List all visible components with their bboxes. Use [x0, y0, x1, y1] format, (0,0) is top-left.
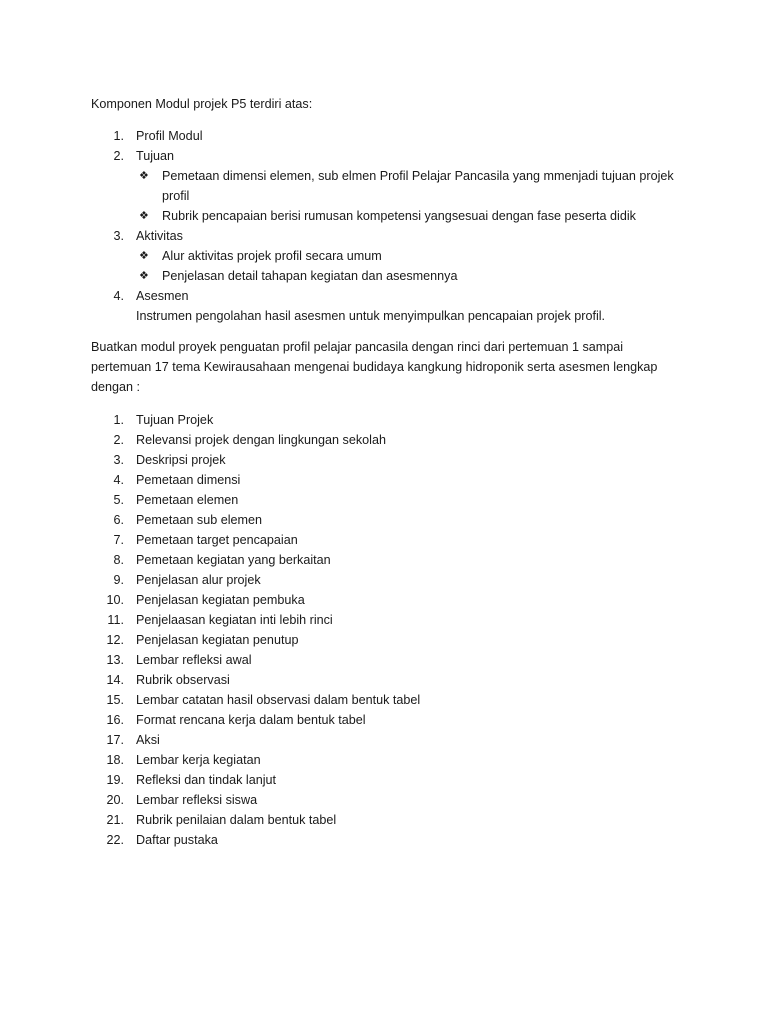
requirement-item — [0, 410, 768, 430]
requirement-item — [0, 730, 768, 750]
item-note: Instrumen pengolahan hasil asesmen untuk menyimpulkan pencapaian projek profil. — [136, 309, 606, 323]
requirement-item — [0, 490, 768, 510]
item-number: 10. — [106, 593, 124, 607]
item-label: Penjelasan alur projek — [136, 573, 261, 587]
diamond-bullet-icon: ❖ — [139, 269, 149, 282]
item-label: Daftar pustaka — [136, 833, 218, 847]
requirement-item — [0, 590, 768, 610]
diamond-bullet-icon: ❖ — [139, 249, 149, 262]
item-label: Lembar refleksi siswa — [136, 793, 258, 807]
item-number: 17. — [106, 733, 124, 747]
item-label: Pemetaan dimensi — [136, 473, 241, 487]
item-number: 4. — [113, 289, 124, 303]
item-label: Penjelasan kegiatan penutup — [136, 633, 299, 647]
bullet-list — [136, 246, 768, 286]
item-number: 22. — [106, 833, 124, 847]
requirement-item — [0, 650, 768, 670]
item-label: Deskripsi projek — [136, 453, 226, 467]
bullet-item — [0, 266, 682, 286]
intro-text: Komponen Modul projek P5 terdiri atas: — [91, 97, 313, 111]
item-label: Penjelasan kegiatan pembuka — [136, 593, 305, 607]
requirement-item — [0, 830, 768, 850]
bullet-text: Rubrik pencapaian berisi rumusan kompetensi yangsesuai dengan fase peserta didik — [162, 209, 636, 223]
item-label: Asesmen — [136, 289, 189, 303]
requirement-item — [0, 510, 768, 530]
requirement-item — [0, 530, 768, 550]
item-number: 5. — [113, 493, 124, 507]
item-number: 3. — [113, 229, 124, 243]
item-number: 6. — [113, 513, 124, 527]
component-item — [0, 286, 768, 326]
item-label: Aktivitas — [136, 229, 183, 243]
requirement-item — [0, 750, 768, 770]
component-list — [0, 126, 768, 326]
item-number: 1. — [113, 129, 124, 143]
item-label: Lembar catatan hasil observasi dalam bentuk tabel — [136, 693, 421, 707]
item-label: Pemetaan kegiatan yang berkaitan — [136, 553, 331, 567]
item-number: 3. — [113, 453, 124, 467]
item-label: Rubrik penilaian dalam bentuk tabel — [136, 813, 337, 827]
bullet-text: Penjelasan detail tahapan kegiatan dan asesmennya — [162, 269, 458, 283]
requirement-item — [0, 670, 768, 690]
item-number: 1. — [113, 413, 124, 427]
item-label: Profil Modul — [136, 129, 203, 143]
component-item — [0, 126, 768, 146]
item-label: Rubrik observasi — [136, 673, 230, 687]
instruction-paragraph: Buatkan modul proyek penguatan profil pelajar pancasila dengan rinci dari pertemuan 1 sampai pertemuan 17 tema Kewirausahaan mengenai budidaya kangkung hidroponik serta asesmen lengkap dengan : — [91, 340, 658, 394]
item-label: Tujuan — [136, 149, 175, 163]
item-label: Tujuan Projek — [136, 413, 214, 427]
requirement-item — [0, 630, 768, 650]
bullet-text: Pemetaan dimensi elemen, sub elmen Profil Pelajar Pancasila yang mmenjadi tujuan projek profil — [162, 169, 674, 203]
item-label: Pemetaan elemen — [136, 493, 239, 507]
item-number: 7. — [113, 533, 124, 547]
diamond-bullet-icon: ❖ — [139, 169, 149, 182]
item-number: 8. — [113, 553, 124, 567]
requirement-item — [0, 610, 768, 630]
bullet-text: Alur aktivitas projek profil secara umum — [162, 249, 382, 263]
diamond-bullet-icon: ❖ — [139, 209, 149, 222]
item-number: 18. — [106, 753, 124, 767]
requirement-item — [0, 770, 768, 790]
requirement-item — [0, 550, 768, 570]
item-label: Format rencana kerja dalam bentuk tabel — [136, 713, 366, 727]
requirement-item — [0, 430, 768, 450]
requirement-item — [0, 710, 768, 730]
item-number: 14. — [106, 673, 124, 687]
item-number: 19. — [106, 773, 124, 787]
item-number: 15. — [106, 693, 124, 707]
item-number: 21. — [106, 813, 124, 827]
requirement-item — [0, 690, 768, 710]
requirement-item — [0, 450, 768, 470]
item-number: 13. — [106, 653, 124, 667]
bullet-list — [136, 166, 768, 226]
item-number: 11. — [107, 613, 124, 627]
item-number: 16. — [106, 713, 124, 727]
item-label: Pemetaan target pencapaian — [136, 533, 298, 547]
requirement-item — [0, 810, 768, 830]
item-number: 12. — [106, 633, 124, 647]
item-label: Refleksi dan tindak lanjut — [136, 773, 277, 787]
item-number: 2. — [113, 149, 124, 163]
component-item — [0, 146, 768, 226]
item-number: 2. — [113, 433, 124, 447]
item-label: Pemetaan sub elemen — [136, 513, 263, 527]
item-label: Aksi — [136, 733, 160, 747]
component-item — [0, 226, 768, 286]
item-number: 9. — [113, 573, 124, 587]
item-number: 4. — [113, 473, 124, 487]
bullet-item — [0, 166, 682, 206]
requirement-item — [0, 790, 768, 810]
item-label: Relevansi projek dengan lingkungan sekolah — [136, 433, 386, 447]
requirement-item — [0, 470, 768, 490]
item-label: Lembar kerja kegiatan — [136, 753, 261, 767]
requirements-list — [0, 410, 768, 850]
item-label: Lembar refleksi awal — [136, 653, 252, 667]
item-number: 20. — [106, 793, 124, 807]
requirement-item — [0, 570, 768, 590]
bullet-item — [0, 206, 682, 226]
item-label: Penjelaasan kegiatan inti lebih rinci — [136, 613, 333, 627]
bullet-item — [0, 246, 682, 266]
